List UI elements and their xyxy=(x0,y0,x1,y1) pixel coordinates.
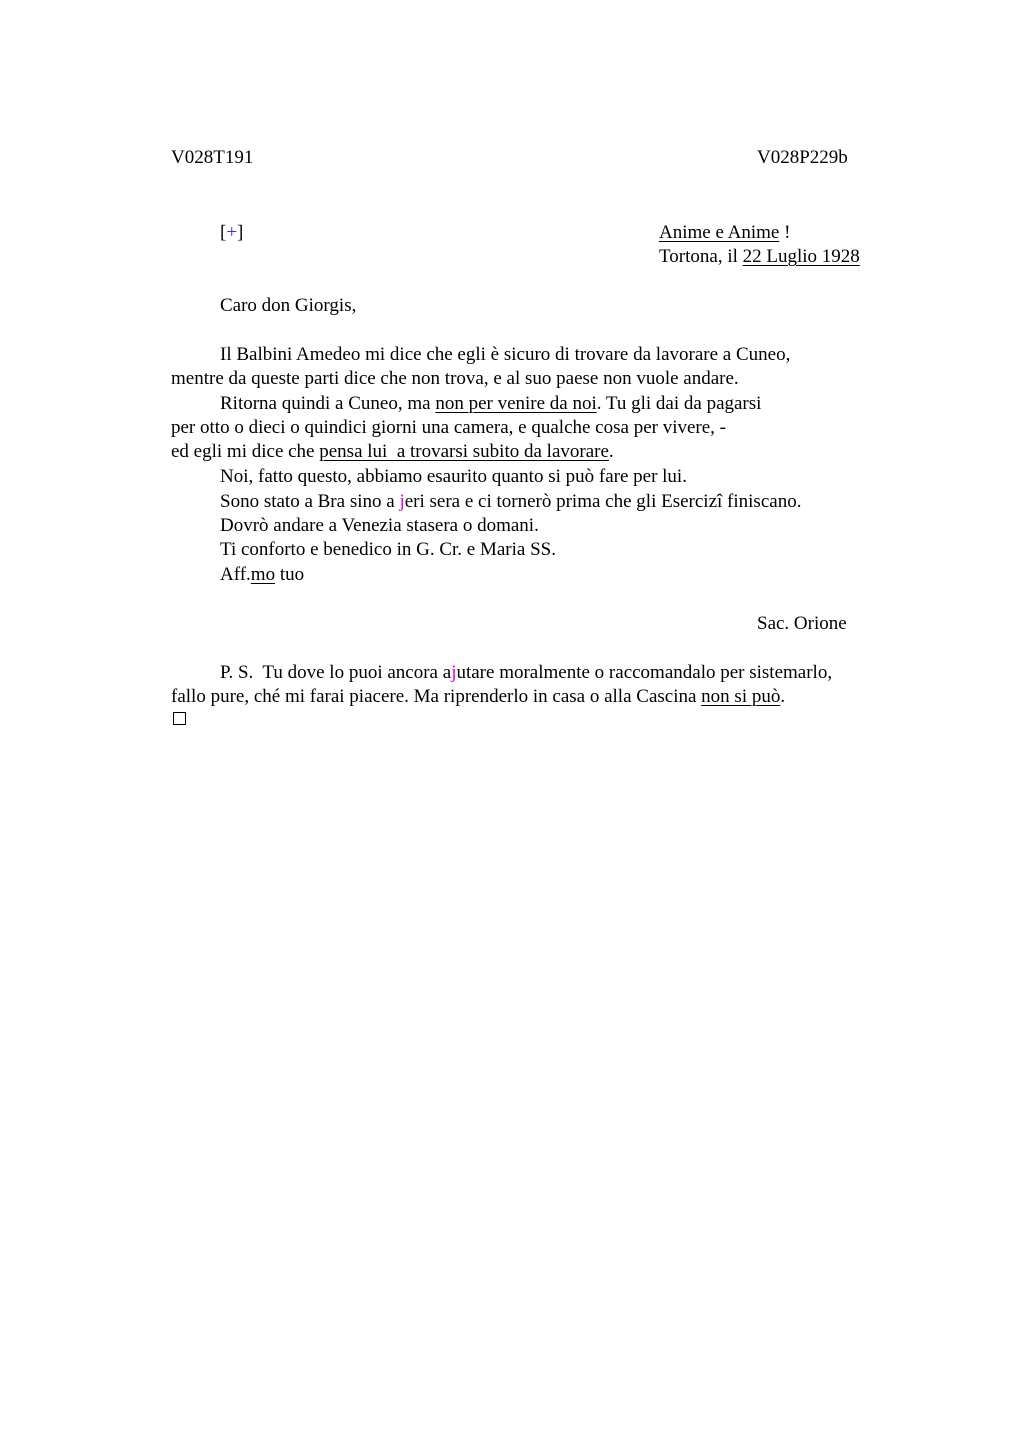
highlighted-letter: j xyxy=(451,662,457,683)
end-marker-box-icon xyxy=(173,712,186,725)
plus-icon[interactable]: + xyxy=(226,222,238,243)
text-segment: . xyxy=(608,441,614,462)
motto-text: Anime e Anime xyxy=(659,222,780,243)
text-segment: Ritorna quindi a Cuneo, ma xyxy=(220,393,436,414)
document-code-right: V028P229b xyxy=(757,147,848,168)
body-line-1: Il Balbini Amedeo mi dice che egli è sicuro di trovare da lavorare a Cuneo, xyxy=(220,344,791,365)
body-line-4: per otto o dieci o quindici giorni una camera, e qualche cosa per vivere, - xyxy=(171,417,726,438)
postscript-line-1 xyxy=(220,661,832,685)
signature: Sac. Orione xyxy=(757,613,847,634)
highlighted-letter: j xyxy=(399,491,405,512)
document-code-left: V028T191 xyxy=(171,147,254,168)
text-segment: Sono stato a Bra sino a xyxy=(220,491,400,512)
text-segment: fallo pure, ché mi farai piacere. Ma riprenderlo in casa o alla Cascina xyxy=(171,686,702,707)
underlined-phrase: pensa lui a trovarsi subito da lavorare xyxy=(319,441,609,462)
text-segment: Aff. xyxy=(220,564,251,585)
body-line-6: Noi, fatto questo, abbiamo esaurito quanto si può fare per lui. xyxy=(220,466,687,487)
body-line-2: mentre da queste parti dice che non trova, e al suo paese non vuole andare. xyxy=(171,368,739,389)
body-line-7 xyxy=(220,490,801,514)
body-line-8: Dovrò andare a Venezia stasera o domani. xyxy=(220,515,539,536)
motto-suffix: ! xyxy=(779,222,791,243)
postscript-line-2 xyxy=(171,685,785,709)
motto xyxy=(659,221,790,245)
text-segment: P. S. Tu dove lo puoi ancora a xyxy=(220,662,452,683)
text-segment: eri sera e ci tornerò prima che gli Esercizî xyxy=(404,491,723,512)
place-date xyxy=(659,245,860,269)
body-line-9: Ti conforto e benedico in G. Cr. e Maria SS. xyxy=(220,539,556,560)
body-line-5 xyxy=(171,440,614,464)
underlined-phrase: non si può xyxy=(701,686,781,707)
letter-date: 22 Luglio 1928 xyxy=(742,246,860,267)
underlined-phrase: non per venire da noi xyxy=(435,393,597,414)
text-segment: utare moralmente o raccomandalo per sistemarlo, xyxy=(456,662,833,683)
text-segment: tuo xyxy=(275,564,305,585)
text-segment: finiscano. xyxy=(722,491,802,512)
place-prefix: Tortona, il xyxy=(659,246,743,267)
bracket-open: [ xyxy=(220,222,227,243)
text-segment: . xyxy=(780,686,786,707)
expand-marker[interactable] xyxy=(220,221,243,245)
closing xyxy=(220,563,304,587)
text-segment: ed egli mi dice che xyxy=(171,441,320,462)
underlined-abbreviation: mo xyxy=(250,564,276,585)
text-segment: . Tu gli dai da pagarsi xyxy=(596,393,762,414)
salutation: Caro don Giorgis, xyxy=(220,295,357,316)
body-line-3 xyxy=(220,392,761,416)
bracket-close: ] xyxy=(237,222,244,243)
